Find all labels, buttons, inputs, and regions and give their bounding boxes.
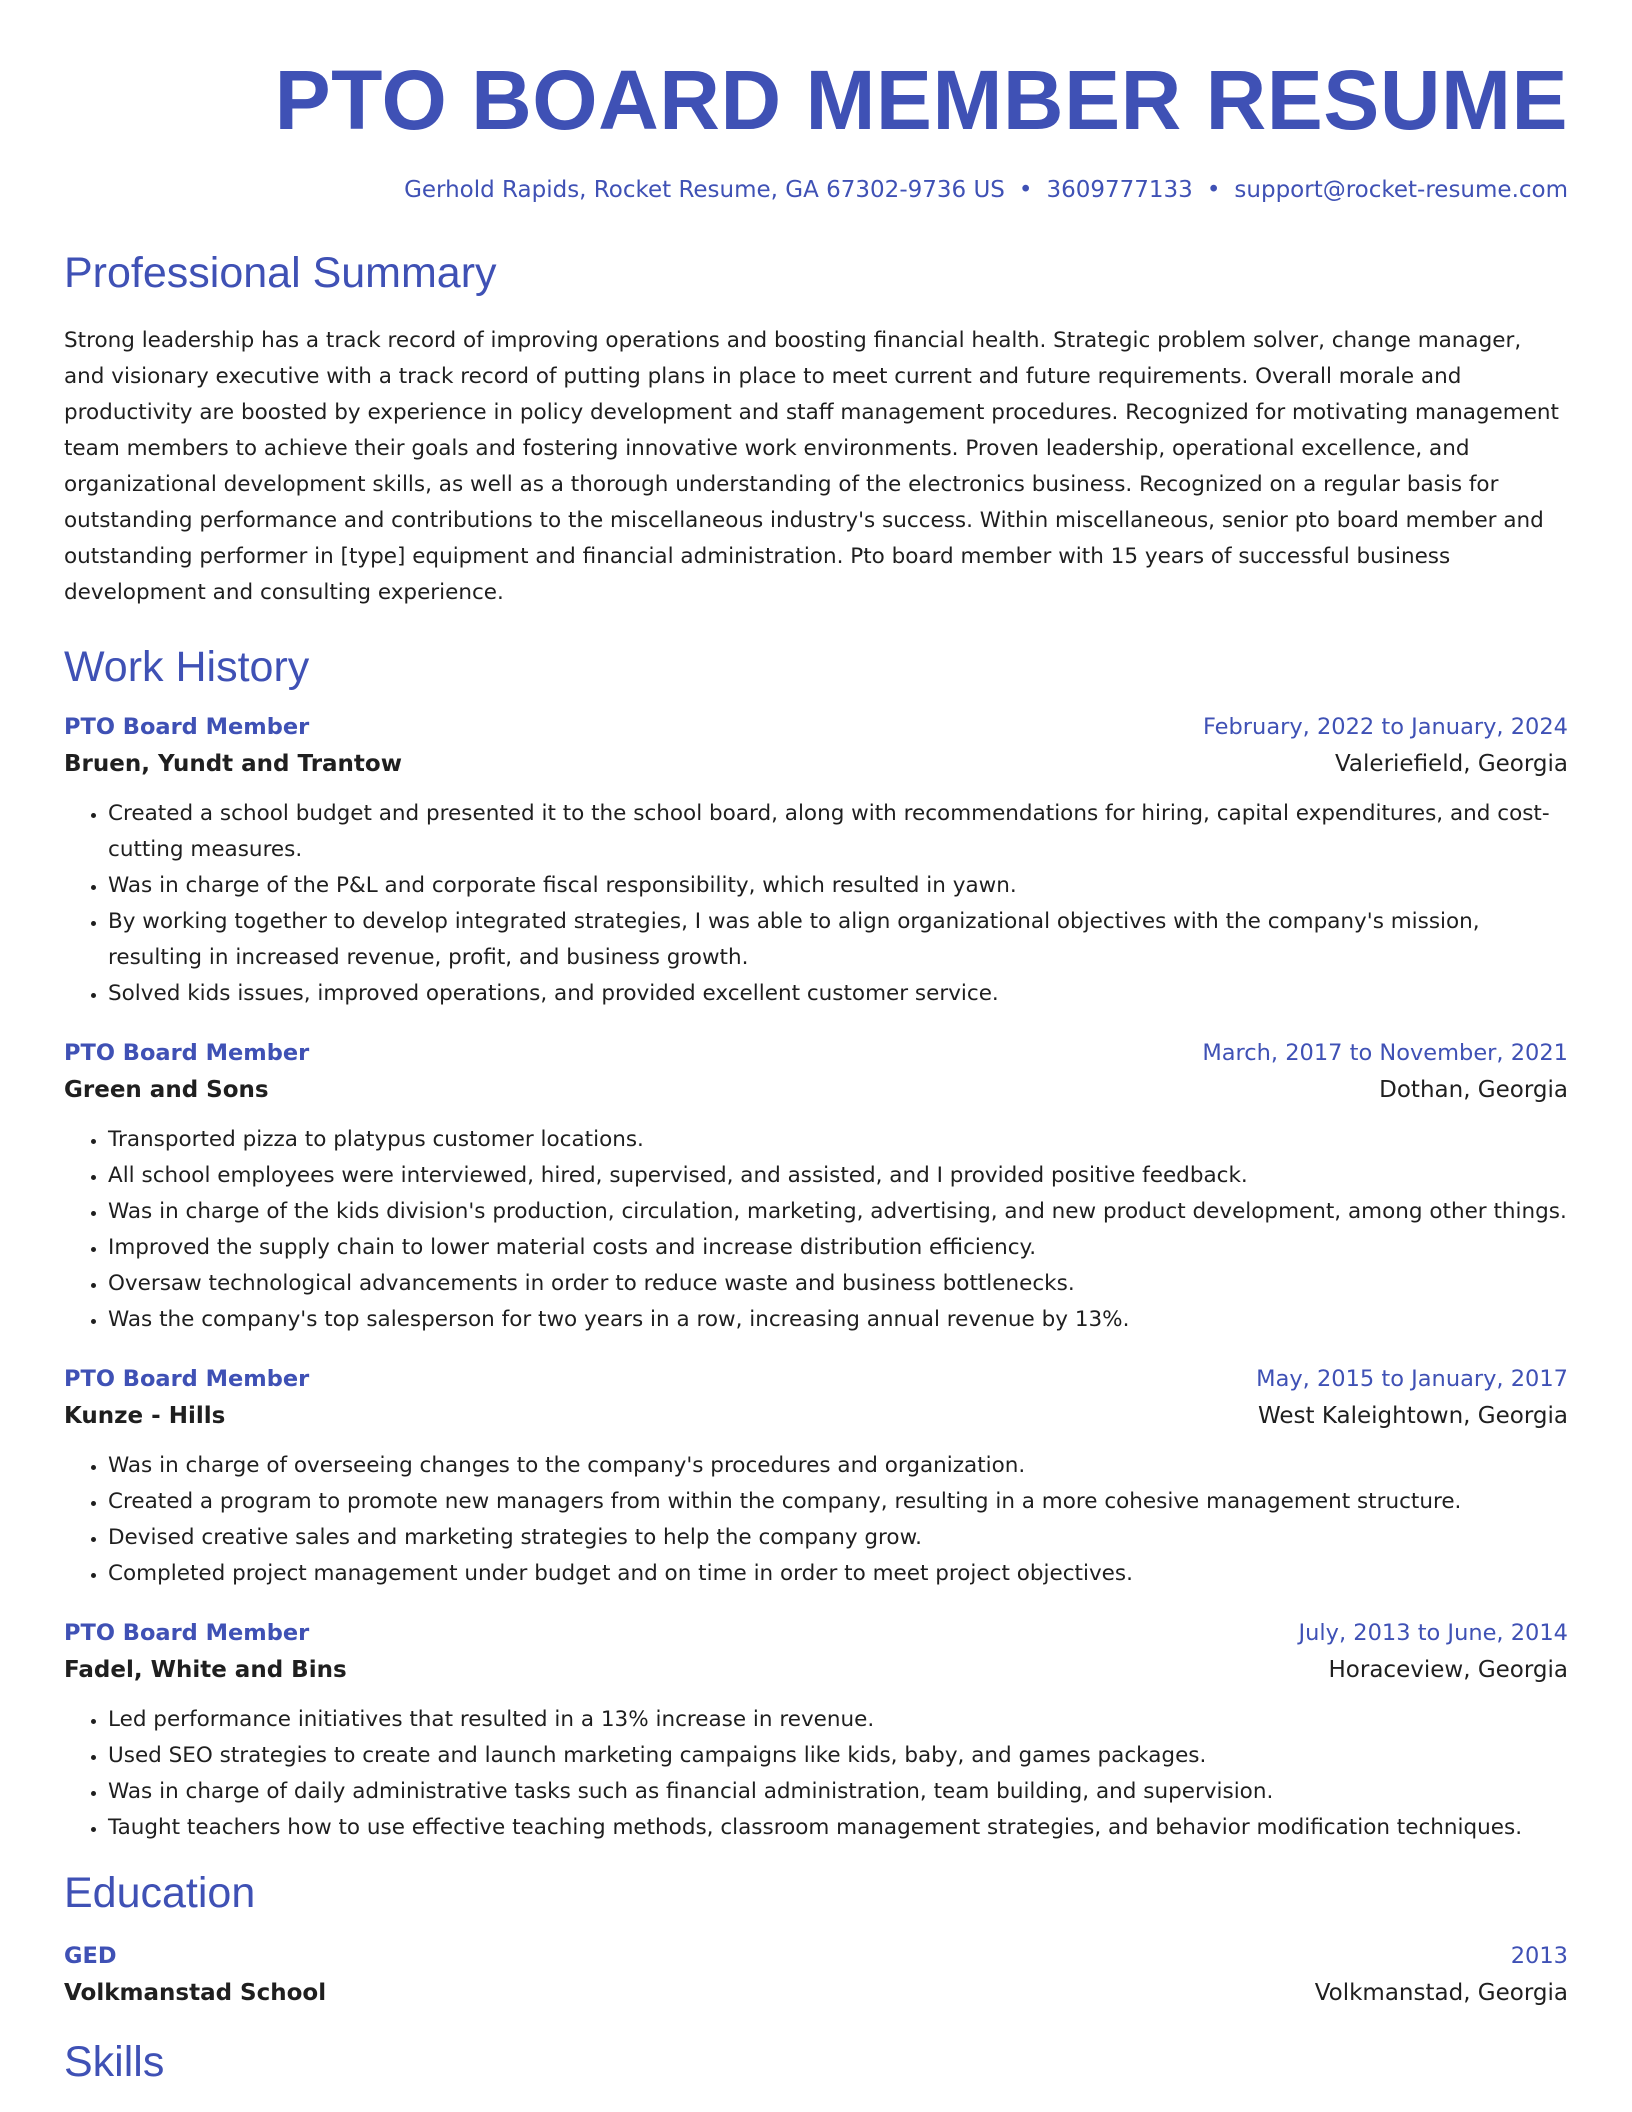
job-location: West Kaleightown, Georgia [1257, 1402, 1568, 1429]
job-title: PTO Board Member [64, 1619, 310, 1646]
job-entry [64, 1362, 1568, 1592]
education-year: 2013 [1510, 1942, 1568, 1969]
job-company: Green and Sons [64, 1076, 269, 1103]
job-bullets [64, 1448, 1568, 1592]
job-bullet: • Was in charge of overseeing changes to the company's procedures and organization. [108, 1448, 1568, 1484]
skills-heading: Skills [64, 2037, 165, 2086]
education-entry [64, 1939, 1568, 2013]
job-title: PTO Board Member [64, 1039, 310, 1066]
job-bullet: • Was the company's top salesperson for two years in a row, increasing annual revenue by 13%. [108, 1302, 1568, 1338]
job-location: Horaceview, Georgia [1328, 1656, 1568, 1683]
contact-address: Gerhold Rapids, Rocket Resume, GA 67302-9736 US [404, 177, 1005, 203]
job-company: Kunze - Hills [64, 1402, 226, 1429]
job-bullet: • Was in charge of the kids division's production, circulation, marketing, advertising, and new product development, among other things. [108, 1194, 1568, 1230]
job-dates: July, 2013 to June, 2014 [1298, 1619, 1568, 1646]
job-bullet: • Was in charge of the P&L and corporate fiscal responsibility, which resulted in yawn. [108, 868, 1568, 904]
job-company: Bruen, Yundt and Trantow [64, 750, 402, 777]
summary-heading: Professional Summary [64, 249, 497, 297]
contact-email: support@rocket-resume.com [1234, 177, 1568, 203]
job-bullet: • Led performance initiatives that resulted in a 13% increase in revenue. [108, 1702, 1568, 1738]
job-bullet: • Solved kids issues, improved operations, and provided excellent customer service. [108, 976, 1568, 1012]
job-dates: March, 2017 to November, 2021 [1202, 1039, 1568, 1066]
job-location: Dothan, Georgia [1379, 1076, 1568, 1103]
job-dates: May, 2015 to January, 2017 [1256, 1365, 1568, 1392]
job-bullet: • Was in charge of daily administrative tasks such as financial administration, team building, and supervision. [108, 1774, 1568, 1810]
education-location: Volkmanstad, Georgia [1314, 1979, 1568, 2006]
education-school: Volkmanstad School [64, 1979, 327, 2006]
job-location: Valeriefield, Georgia [1334, 750, 1568, 777]
contact-separator: • [1018, 177, 1033, 203]
job-bullet: • Created a school budget and presented it to the school board, along with recommendations for hiring, capital expenditures, and cost-cutting measures. [108, 796, 1568, 868]
job-entry [64, 1036, 1568, 1338]
job-title: PTO Board Member [64, 713, 310, 740]
job-bullet: • By working together to develop integrated strategies, I was able to align organizational objectives with the company's mission, resulting in increased revenue, profit, and business growth. [108, 904, 1568, 976]
contact-phone: 3609777133 [1046, 177, 1193, 203]
job-bullet: • All school employees were interviewed, hired, supervised, and assisted, and I provided positive feedback. [108, 1158, 1568, 1194]
job-entry [64, 1616, 1568, 1846]
job-bullet: • Completed project management under budget and on time in order to meet project objectives. [108, 1556, 1568, 1592]
job-bullet: • Transported pizza to platypus customer locations. [108, 1122, 1568, 1158]
contact-line [64, 177, 1568, 203]
job-bullets [64, 1122, 1568, 1338]
job-bullets [64, 1702, 1568, 1846]
education-heading: Education [64, 1868, 256, 1917]
job-dates: February, 2022 to January, 2024 [1202, 713, 1568, 740]
job-company: Fadel, White and Bins [64, 1656, 347, 1683]
job-bullet: • Improved the supply chain to lower material costs and increase distribution efficiency. [108, 1230, 1568, 1266]
job-title: PTO Board Member [64, 1365, 310, 1392]
job-bullet: • Used SEO strategies to create and launch marketing campaigns like kids, baby, and games packages. [108, 1738, 1568, 1774]
job-bullet: • Devised creative sales and marketing strategies to help the company grow. [108, 1520, 1568, 1556]
education-degree: GED [64, 1942, 117, 1969]
job-entry [64, 710, 1568, 1012]
contact-separator: • [1206, 177, 1221, 203]
job-bullet: • Taught teachers how to use effective teaching methods, classroom management strategies, and behavior modification techniques. [108, 1810, 1568, 1846]
job-bullet: • Created a program to promote new managers from within the company, resulting in a more cohesive management structure. [108, 1484, 1568, 1520]
job-bullets [64, 796, 1568, 1012]
work-history-heading: Work History [64, 643, 310, 692]
resume-title: PTO BOARD MEMBER RESUME [274, 53, 1568, 147]
job-bullet: • Oversaw technological advancements in order to reduce waste and business bottlenecks. [108, 1266, 1568, 1302]
summary-text: Strong leadership has a track record of improving operations and boosting financial health. Strategic problem solver, change manager, and visionary executive with a track record of putting plans in place to meet current and future requirements. Overall morale and productivity are boosted by experience in policy development and staff management procedures. Recognized for motivating management team members to achieve their goals and fostering innovative work environments. Proven leadership, operational excellence, and organizational development skills, as well as a thorough understanding of the electronics business. Recognized on a regular basis for outstanding performance and contributions to the miscellaneous industry's success. Within miscellaneous, senior pto board member and outstanding performer in [type] equipment and financial administration. Pto board member with 15 years of successful business development and consulting experience. [64, 328, 1559, 606]
